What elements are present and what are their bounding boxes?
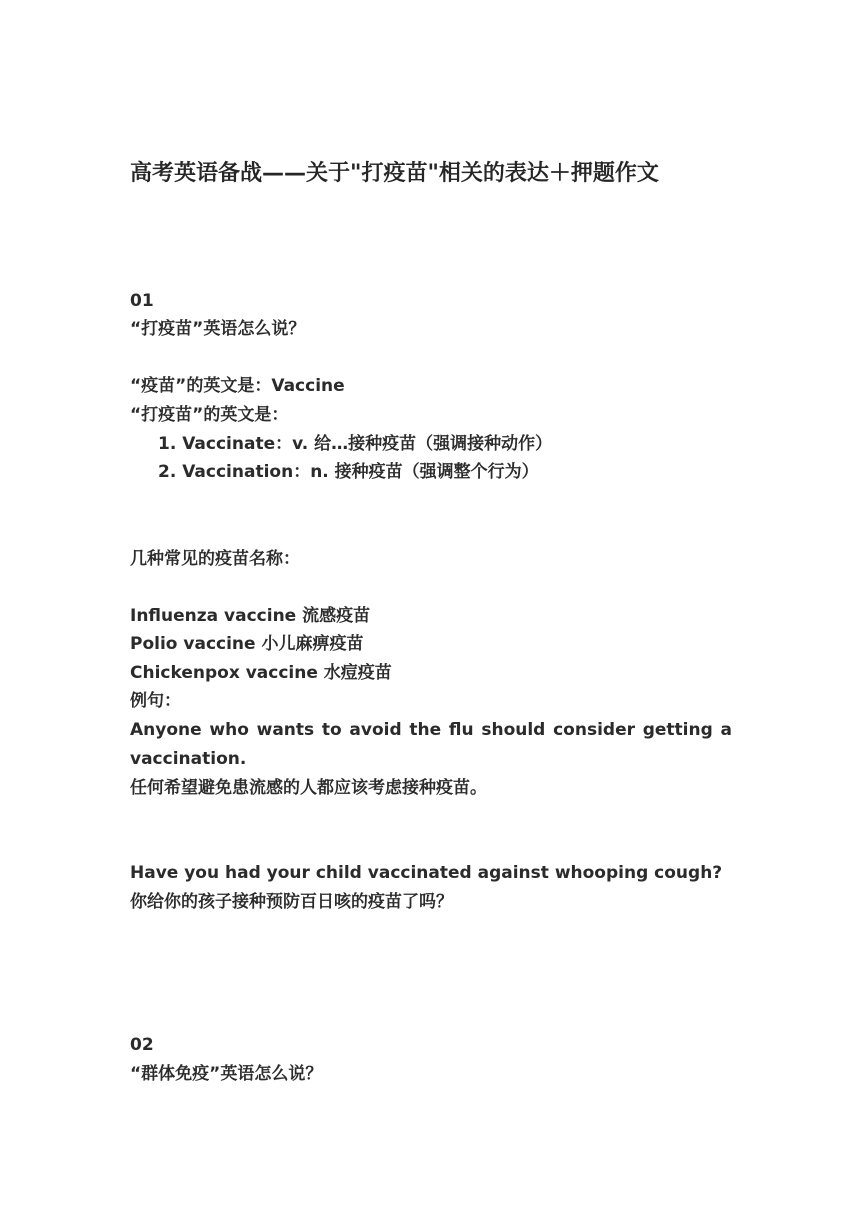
section-2-heading: “群体免疫”英语怎么说？ <box>130 1064 323 1084</box>
section-1-number: 01 <box>130 291 154 311</box>
common-vaccines-heading: 几种常见的疫苗名称： <box>130 549 300 569</box>
section-2-number: 02 <box>130 1035 154 1055</box>
example-label: 例句： <box>130 691 181 711</box>
example-2-english: Have you had your child vaccinated against whooping cough? <box>130 863 723 883</box>
example-1-chinese: 任何希望避免患流感的人都应该考虑接种疫苗。 <box>130 778 487 798</box>
example-1-english: Anyone who wants to avoid the flu should consider getting a vaccination. <box>130 720 732 769</box>
definition-item-vaccination: 2. Vaccination：n. 接种疫苗（强调整个行为） <box>158 462 539 482</box>
definition-item-vaccinate: 1. Vaccinate：v. 给…接种疫苗（强调接种动作） <box>158 434 553 454</box>
vaccine-name-polio: Polio vaccine 小儿麻痹疫苗 <box>130 634 364 654</box>
section-1-heading: “打疫苗”英语怎么说？ <box>130 319 306 339</box>
vaccine-name-influenza: Influenza vaccine 流感疫苗 <box>130 606 371 626</box>
example-2-chinese: 你给你的孩子接种预防百日咳的疫苗了吗？ <box>130 892 453 912</box>
vaccine-definition: “疫苗”的英文是：Vaccine <box>130 376 345 396</box>
vaccine-name-chickenpox: Chickenpox vaccine 水痘疫苗 <box>130 663 392 683</box>
vaccinate-definition-intro: “打疫苗”的英文是： <box>130 405 289 425</box>
document-title: 高考英语备战——关于"打疫苗"相关的表达＋押题作文 <box>130 161 659 186</box>
